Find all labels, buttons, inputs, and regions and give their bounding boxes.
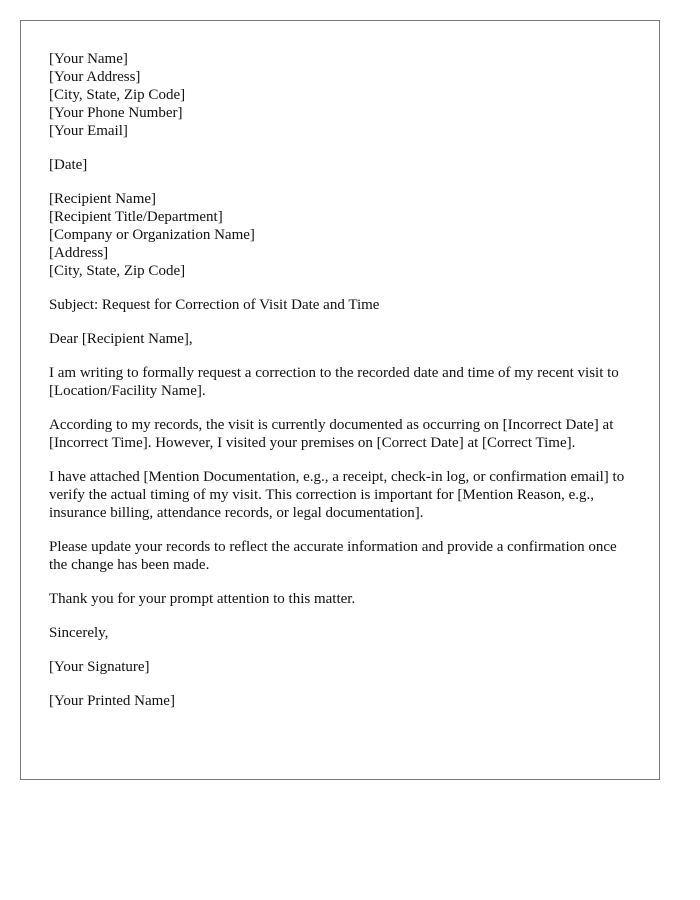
date-block: [49, 156, 631, 174]
sender-phone: [Your Phone Number]: [49, 105, 183, 121]
salutation: Dear [Recipient Name],: [49, 331, 193, 347]
closing: Sincerely,: [49, 625, 109, 641]
letter-page: [20, 20, 660, 780]
sender-name: [Your Name]: [49, 51, 128, 67]
recipient-title: [Recipient Title/Department]: [49, 209, 223, 225]
recipient-block: [49, 190, 631, 280]
recipient-name: [Recipient Name]: [49, 191, 157, 207]
body-paragraph-intro: I am writing to formally request a correction to the recorded date and time of my recent visit to [Location/Facility Name].: [49, 365, 619, 399]
body-paragraph-request: Please update your records to reflect the accurate information and provide a confirmation once the change has been made.: [49, 539, 617, 573]
sender-block: [49, 50, 631, 140]
signature: [Your Signature]: [49, 659, 150, 675]
recipient-address: [Address]: [49, 245, 109, 261]
sender-email: [Your Email]: [49, 123, 128, 139]
body-paragraph-documentation: I have attached [Mention Documentation, e.g., a receipt, check-in log, or confirmation email] to verify the actual timing of my visit. This correction is important for [Mention Reason, e.g., insurance billing, attendance records, or legal documentation].: [49, 469, 625, 521]
subject-line: Subject: Request for Correction of Visit Date and Time: [49, 297, 380, 313]
sender-city-state-zip: [City, State, Zip Code]: [49, 87, 186, 103]
body-paragraph-records: According to my records, the visit is currently documented as occurring on [Incorrect Date] at [Incorrect Time]. However, I visited your premises on [Correct Date] at [Correct Time].: [49, 417, 614, 451]
printed-name: [Your Printed Name]: [49, 693, 175, 709]
recipient-company: [Company or Organization Name]: [49, 227, 255, 243]
sender-address: [Your Address]: [49, 69, 141, 85]
body-paragraph-thanks: Thank you for your prompt attention to this matter.: [49, 591, 356, 607]
letter-date: [Date]: [49, 157, 88, 173]
recipient-city-state-zip: [City, State, Zip Code]: [49, 263, 186, 279]
